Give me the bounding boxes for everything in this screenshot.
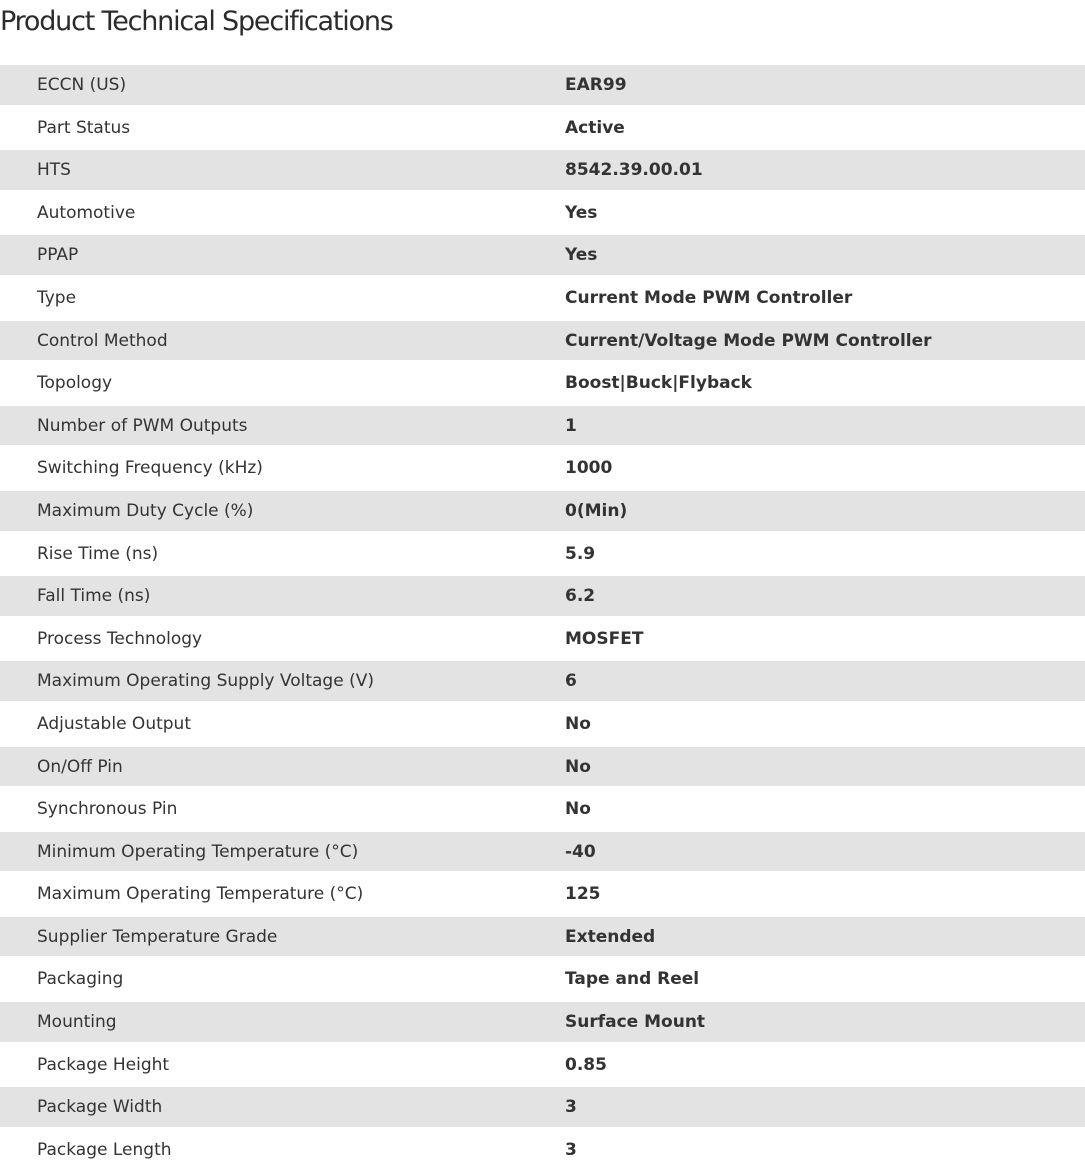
spec-row <box>0 1045 1085 1088</box>
spec-value: 5.9 <box>565 543 596 564</box>
spec-name: Minimum Operating Temperature (°C) <box>37 841 359 862</box>
spec-row <box>0 363 1085 406</box>
spec-value: 1 <box>565 415 577 436</box>
spec-name: Supplier Temperature Grade <box>37 926 278 947</box>
spec-row <box>0 917 1085 960</box>
spec-row <box>0 534 1085 577</box>
spec-value: 3 <box>565 1139 577 1160</box>
spec-row <box>0 108 1085 151</box>
spec-name: Packaging <box>37 969 124 990</box>
spec-row <box>0 321 1085 364</box>
spec-row <box>0 235 1085 278</box>
spec-name: Package Width <box>37 1097 163 1118</box>
spec-name: ECCN (US) <box>37 75 127 95</box>
spec-row <box>0 491 1085 534</box>
spec-name: Number of PWM Outputs <box>37 415 248 436</box>
spec-row <box>0 1002 1085 1045</box>
spec-row <box>0 959 1085 1002</box>
spec-name: Mounting <box>37 1012 117 1033</box>
spec-value: Yes <box>565 202 598 223</box>
spec-name: Type <box>37 287 77 308</box>
spec-name: Switching Frequency (kHz) <box>37 458 263 479</box>
spec-name: PPAP <box>37 245 79 266</box>
spec-row <box>0 874 1085 917</box>
spec-name: Synchronous Pin <box>37 799 178 820</box>
spec-value: Active <box>565 117 625 138</box>
spec-name: Maximum Operating Supply Voltage (V) <box>37 671 374 692</box>
spec-name: HTS <box>37 160 71 181</box>
spec-value: 0(Min) <box>565 500 628 521</box>
spec-row <box>0 576 1085 619</box>
spec-name: Maximum Operating Temperature (°C) <box>37 884 364 905</box>
spec-name: Package Length <box>37 1139 172 1160</box>
spec-value: Current/Voltage Mode PWM Controller <box>565 330 932 351</box>
spec-row <box>0 619 1085 662</box>
spec-value: Current Mode PWM Controller <box>565 287 853 308</box>
spec-value: Surface Mount <box>565 1012 706 1033</box>
spec-name: Maximum Duty Cycle (%) <box>37 500 254 521</box>
spec-row <box>0 448 1085 491</box>
spec-name: Topology <box>37 373 113 394</box>
spec-name: Control Method <box>37 330 168 351</box>
spec-row <box>0 278 1085 321</box>
spec-value: -40 <box>565 841 596 862</box>
spec-row <box>0 747 1085 790</box>
spec-name: Fall Time (ns) <box>37 586 151 607</box>
spec-row <box>0 704 1085 747</box>
spec-value: 3 <box>565 1097 577 1118</box>
spec-value: EAR99 <box>565 75 627 95</box>
spec-value: MOSFET <box>565 628 644 649</box>
spec-table <box>0 65 1085 1172</box>
spec-value: No <box>565 799 591 820</box>
spec-row <box>0 65 1085 108</box>
spec-row <box>0 1087 1085 1130</box>
spec-value: Yes <box>565 245 598 266</box>
spec-name: Adjustable Output <box>37 713 191 734</box>
spec-value: No <box>565 713 591 734</box>
spec-value: Boost|Buck|Flyback <box>565 373 752 394</box>
spec-name: Part Status <box>37 117 131 138</box>
spec-row <box>0 406 1085 449</box>
spec-value: 6.2 <box>565 586 596 607</box>
spec-name: Package Height <box>37 1054 170 1075</box>
spec-value: 1000 <box>565 458 613 479</box>
spec-value: No <box>565 756 591 777</box>
spec-name: Process Technology <box>37 628 203 649</box>
spec-row <box>0 150 1085 193</box>
spec-name: On/Off Pin <box>37 756 123 777</box>
spec-value: 8542.39.00.01 <box>565 160 703 181</box>
spec-value: 0.85 <box>565 1054 607 1075</box>
spec-value: 125 <box>565 884 601 905</box>
spec-row <box>0 789 1085 832</box>
spec-name: Automotive <box>37 202 136 223</box>
spec-value: Extended <box>565 926 656 947</box>
spec-name: Rise Time (ns) <box>37 543 159 564</box>
spec-row <box>0 193 1085 236</box>
spec-value: Tape and Reel <box>565 969 700 990</box>
spec-value: 6 <box>565 671 577 692</box>
page-title: Product Technical Specifications <box>0 6 393 37</box>
spec-row <box>0 832 1085 875</box>
spec-row <box>0 661 1085 704</box>
